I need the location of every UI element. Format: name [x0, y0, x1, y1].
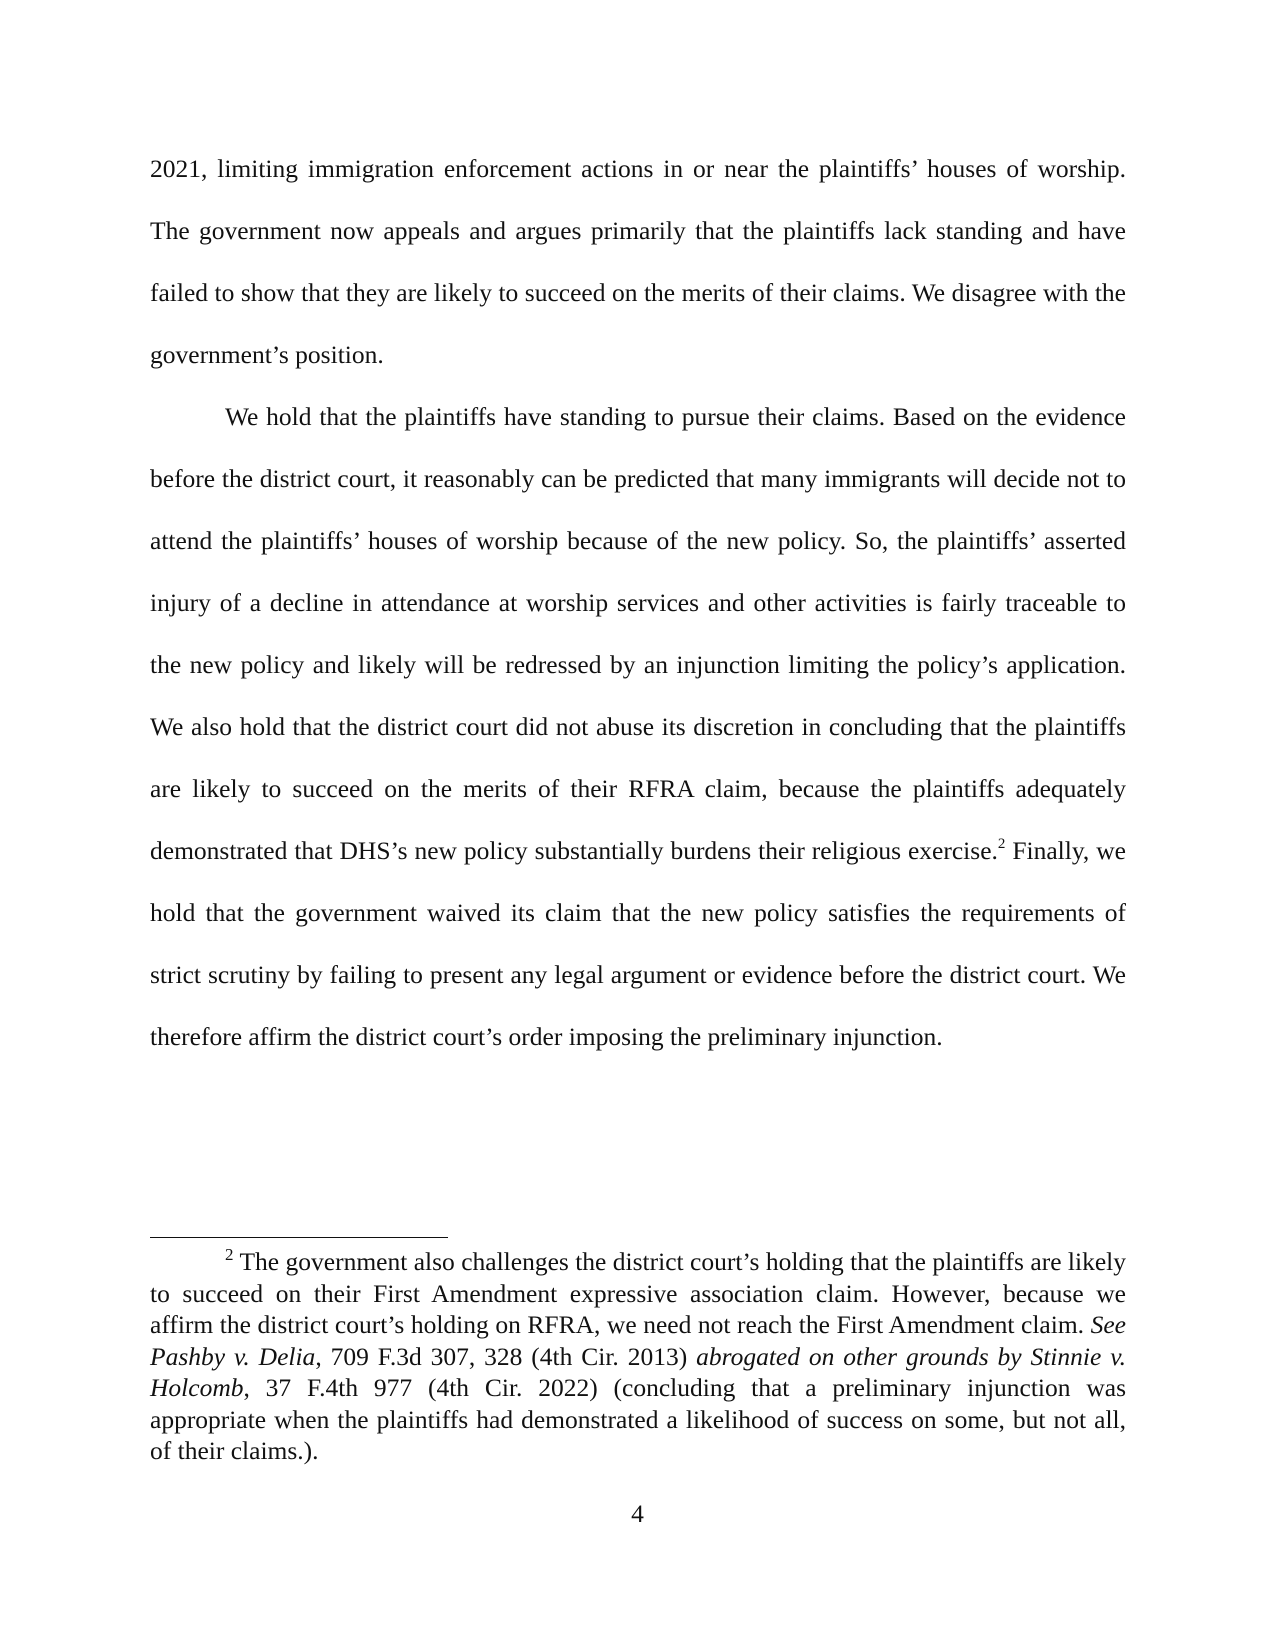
footnote-separator [150, 1237, 448, 1238]
footnote-citation-2: abrogated on other grounds by Stinnie v. Holcomb [150, 1341, 1126, 1402]
footnote-citation-1: See Pashby v. Delia [150, 1310, 1126, 1371]
footnote-text-1: The government also challenges the district court’s holding that the plaintiffs are likely to succeed on their First Amendment expressive association claim. However, because we affirm the district court’s holding on RFRA, we need not reach the First Amendment claim. [150, 1247, 1126, 1339]
paragraph-2-text: We hold that the plaintiffs have standing to pursue their claims. Based on the evidence before the district court, it reasonably can be predicted that many immigrants will decide not to attend the plaintiffs’ houses of worship because of the new policy. So, the plaintiffs’ asserted injury of a decline in attendance at worship services and other activities is fairly traceable to the new policy and likely will be redressed by an injunction limiting the policy’s application. We also hold that the district court did not abuse its discretion in concluding that the plaintiffs are likely to succeed on the merits of their RFRA claim, because the plaintiffs adequately demonstrated that DHS’s new policy substantially burdens their religious exercise. [150, 402, 1126, 865]
footnote-text-2: , 709 F.3d 307, 328 (4th Cir. 2013) [315, 1341, 697, 1371]
footnote-2 [150, 1246, 1126, 1467]
paragraph-2 [150, 386, 1126, 1068]
footnote-number: 2 [225, 1245, 234, 1264]
paragraph-1: 2021, limiting immigration enforcement actions in or near the plaintiffs’ houses of worship. The government now appeals and argues primarily that the plaintiffs lack standing and have failed to show that they are likely to succeed on the merits of their claims. We disagree with the government’s position. [150, 154, 1126, 369]
page-number: 4 [631, 1499, 644, 1528]
paragraph-2-continuation: Finally, we hold that the government waived its claim that the new policy satisfies the requirements of strict scrutiny by failing to present any legal argument or evidence before the district court. We therefore affirm the district court’s order imposing the preliminary injunction. [150, 836, 1126, 1051]
footnote-reference[interactable]: 2 [997, 836, 1006, 852]
opinion-body [150, 138, 1126, 1068]
footnote-text-3: , 37 F.4th 977 (4th Cir. 2022) (concluding that a preliminary injunction was appropriate when the plaintiffs had demonstrated a likelihood of success on some, but not all, of their claims.). [150, 1373, 1126, 1465]
